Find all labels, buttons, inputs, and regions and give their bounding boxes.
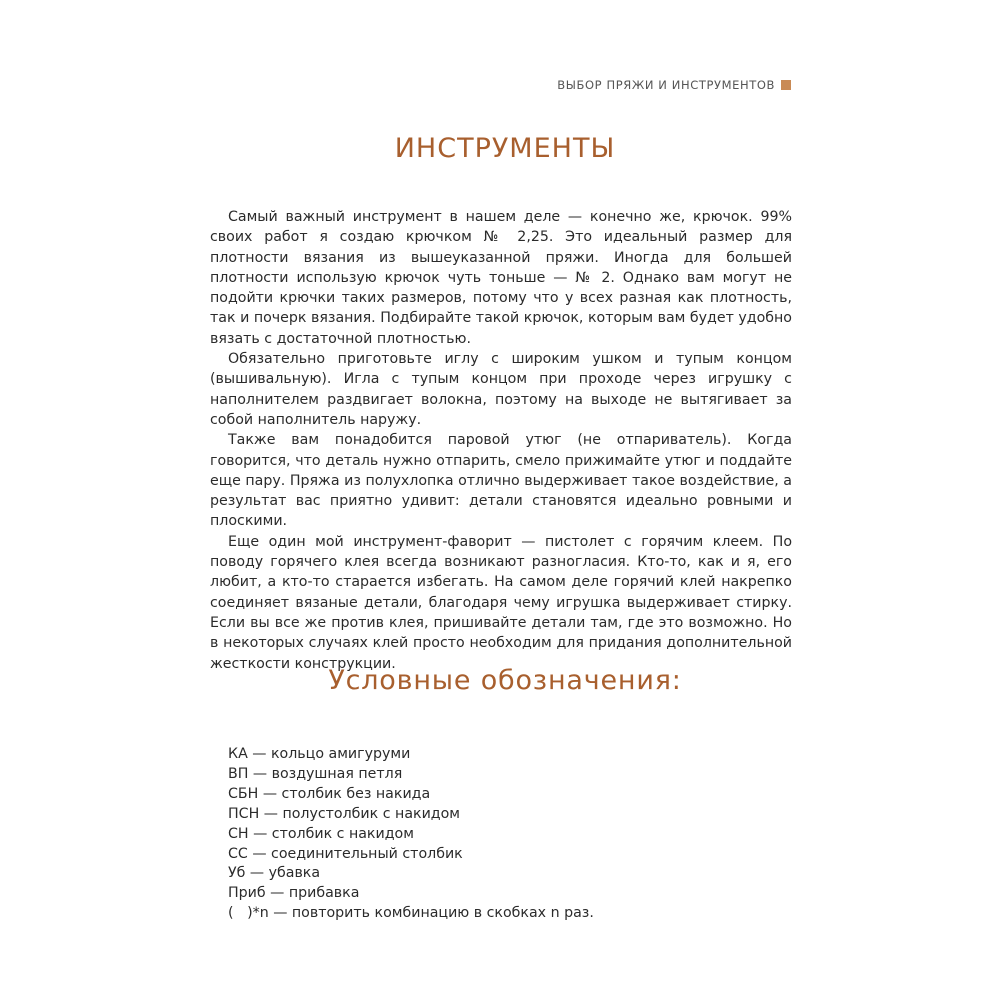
- paragraph-glue-gun: Еще один мой инструмент-фаворит — пистолет с горячим клеем. По поводу горячего клея всегда возникают разногласия. Кто-то, как и я, его любит, а кто-то старается избегать. На самом деле горячий клей накрепко соединяет вязаные детали, благодаря чему игрушка выдерживает стирку. Если вы все же против клея, пришивайте детали там, где это возможно. Но в некоторых случаях клей просто необходим для придания дополнительной жесткости конструкции.: [210, 533, 792, 672]
- legend-item: ВП — воздушная петля: [228, 765, 403, 782]
- legend-item: Приб — прибавка: [228, 885, 360, 902]
- legend-item: СБН — столбик без накида: [228, 785, 431, 802]
- paragraph-needle: Обязательно приготовьте иглу с широким ушком и тупым концом (вышивальную). Игла с тупым концом при проходе через игрушку с наполнителем раздвигает волокна, поэтому на выходе не вытягивает за собой наполнитель наружу.: [210, 351, 792, 428]
- running-header-title: ВЫБОР ПРЯЖИ И ИНСТРУМЕНТОВ: [557, 78, 775, 92]
- running-header: [557, 78, 791, 92]
- section-title-tools: ИНСТРУМЕНТЫ: [394, 133, 616, 164]
- legend-item: СН — столбик с накидом: [228, 825, 414, 842]
- tools-body: [210, 207, 792, 674]
- paragraph-hook: Самый важный инструмент в нашем деле — конечно же, крючок. 99% своих работ я создаю крючком № 2,25. Это идеальный размер для плотности вязания из вышеуказанной пряжи. Иногда для большей плотности использую крючок чуть тоньше — № 2. Однако вам могут не подойти крючки таких размеров, потому что у всех разная как плотность, так и почерк вязания. Подбирайте такой крючок, которым вам будет удобно вязать с достаточной плотностью.: [210, 209, 792, 347]
- legend-item: СС — соединительный столбик: [228, 845, 463, 862]
- symbols-legend: [228, 745, 594, 924]
- legend-item: Уб — убавка: [228, 865, 321, 882]
- paragraph-iron: Также вам понадобится паровой утюг (не отпариватель). Когда говорится, что деталь нужно отпарить, смело прижимайте утюг и поддайте еще пару. Пряжа из полухлопка отлично выдерживает такое воздействие, а результат вас приятно удивит: детали становятся идеально ровными и плоскими.: [210, 432, 792, 530]
- header-square-icon: [781, 80, 791, 90]
- legend-item: ( )*n — повторить комбинацию в скобках n раз.: [228, 905, 594, 922]
- legend-item: КА — кольцо амигуруми: [228, 746, 411, 762]
- legend-item: ПСН — полустолбик с накидом: [228, 805, 460, 822]
- section-title-symbols: Условные обозначения:: [328, 665, 682, 696]
